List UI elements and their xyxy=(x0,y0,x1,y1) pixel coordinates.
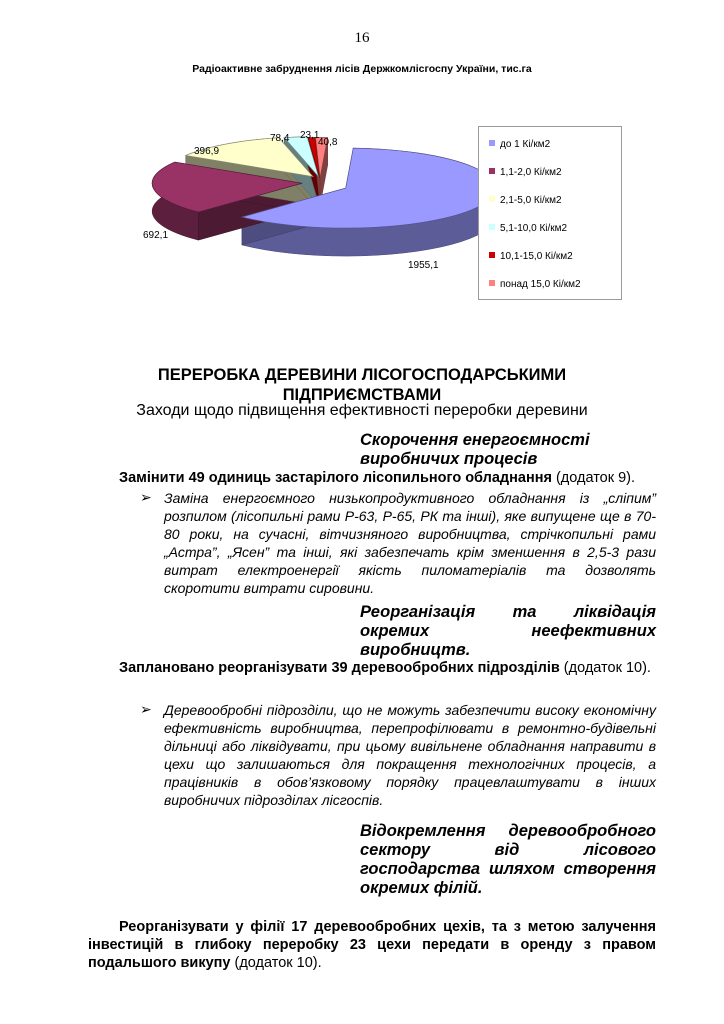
legend-label: до 1 Кі/км2 xyxy=(500,139,551,150)
section1-title: Скорочення енергоємності виробничих процесів xyxy=(360,431,590,468)
section2-title-last: виробництв. xyxy=(360,641,471,659)
bullet-arrow-icon: ➢ xyxy=(140,701,152,717)
section2-paragraph xyxy=(88,659,658,677)
legend-label: 5,1-10,0 Кі/км2 xyxy=(500,223,568,234)
section2-paragraph-bold: Заплановано реорганізувати 39 деревообробних підрозділів xyxy=(119,660,560,676)
legend-label: 10,1-15,0 Кі/км2 xyxy=(500,251,573,262)
legend-item xyxy=(489,251,573,262)
pie-data-label-3: 78,4 xyxy=(270,133,290,144)
section1-paragraph xyxy=(119,469,659,487)
section2-bullet: Деревообробні підрозділи, що не можуть забезпечити високу економічну ефективність виробництва, перепрофілювати в ремонтно-будівельні дільниці або ліквідувати, при цьому вивільнене обладнання направити в цехи що залишаються для покращення технологічних процесів, а працівників в обов’язковому порядку працевлаштувати в інших виробничих підрозділах лісгоспів. xyxy=(164,702,656,808)
section-subtitle: Заходи щодо підвищення ефективності переробки деревини xyxy=(136,402,588,419)
section1-bullet: Заміна енергоємного низькопродуктивного обладнання із „сліпим” розпилом (лісопильні рами Р-63, Р-65, РК та інші), яке випущене ще в 70-80 роки, на сучасні, вітчизняного виробництва, стрічкопильні рами „Астра”, „Ясен” та інші, які забезпечать крім зменшення в 2,5-3 рази витрат електроенергії якість пиломатеріалів та дозволять скоротити витрати сировини. xyxy=(164,490,656,596)
legend-label: 2,1-5,0 Кі/км2 xyxy=(500,195,562,206)
legend-item xyxy=(489,223,567,234)
legend-swatch xyxy=(489,252,495,258)
chart-title: Радіоактивне забруднення лісів Держкомлісгоспу України, тис.га xyxy=(192,63,532,75)
section2-title-main: Реорганізація та ліквідація окремих неефективних xyxy=(360,603,656,640)
section1-paragraph-bold: Замінити 49 одиниць застарілого лісопильного обладнання xyxy=(119,470,552,486)
legend-label: понад 15,0 Кі/км2 xyxy=(500,279,581,290)
legend-swatch xyxy=(489,224,495,230)
pie-data-label-2: 396,9 xyxy=(194,146,220,157)
section1-paragraph-rest: (додаток 9). xyxy=(551,470,636,486)
bullet-arrow-icon: ➢ xyxy=(140,489,152,505)
legend-swatch xyxy=(489,168,495,174)
pie-data-label-4: 23,1 xyxy=(300,130,320,141)
main-heading-line1: ПЕРЕРОБКА ДЕРЕВИНИ ЛІСОГОСПОДАРСЬКИМИ xyxy=(157,366,567,384)
main-heading xyxy=(0,365,724,405)
main-heading-line2: ПІДПРИЄМСТВАМИ xyxy=(282,386,442,404)
page-number: 16 xyxy=(354,30,370,46)
chart-legend xyxy=(478,126,622,300)
legend-item xyxy=(489,167,562,178)
section3-paragraph xyxy=(88,918,656,972)
pie-data-label-0: 1955,1 xyxy=(408,260,439,271)
legend-swatch xyxy=(489,280,495,286)
section3-title: Відокремлення деревообробного сектору від лісового господарства шляхом створення окремих філій. xyxy=(360,822,656,897)
legend-item xyxy=(489,279,581,290)
section3-paragraph-bold: Реорганізувати у філії 17 деревообробних цехів, та з метою залучення інвестицій в глибоку переробку 23 цехи передати в оренду з правом подальшого викупу xyxy=(88,919,656,971)
legend-label: 1,1-2,0 Кі/км2 xyxy=(500,167,562,178)
section2-title xyxy=(360,603,656,660)
section2-paragraph-rest: (додаток 10). xyxy=(559,660,651,676)
pie-data-label-1: 692,1 xyxy=(143,230,169,241)
legend-swatch xyxy=(489,140,495,146)
section3-paragraph-rest: (додаток 10). xyxy=(230,955,322,971)
legend-swatch xyxy=(489,196,495,202)
legend-item xyxy=(489,195,562,206)
pie-data-label-5: 40,8 xyxy=(318,137,338,148)
legend-item xyxy=(489,139,550,150)
